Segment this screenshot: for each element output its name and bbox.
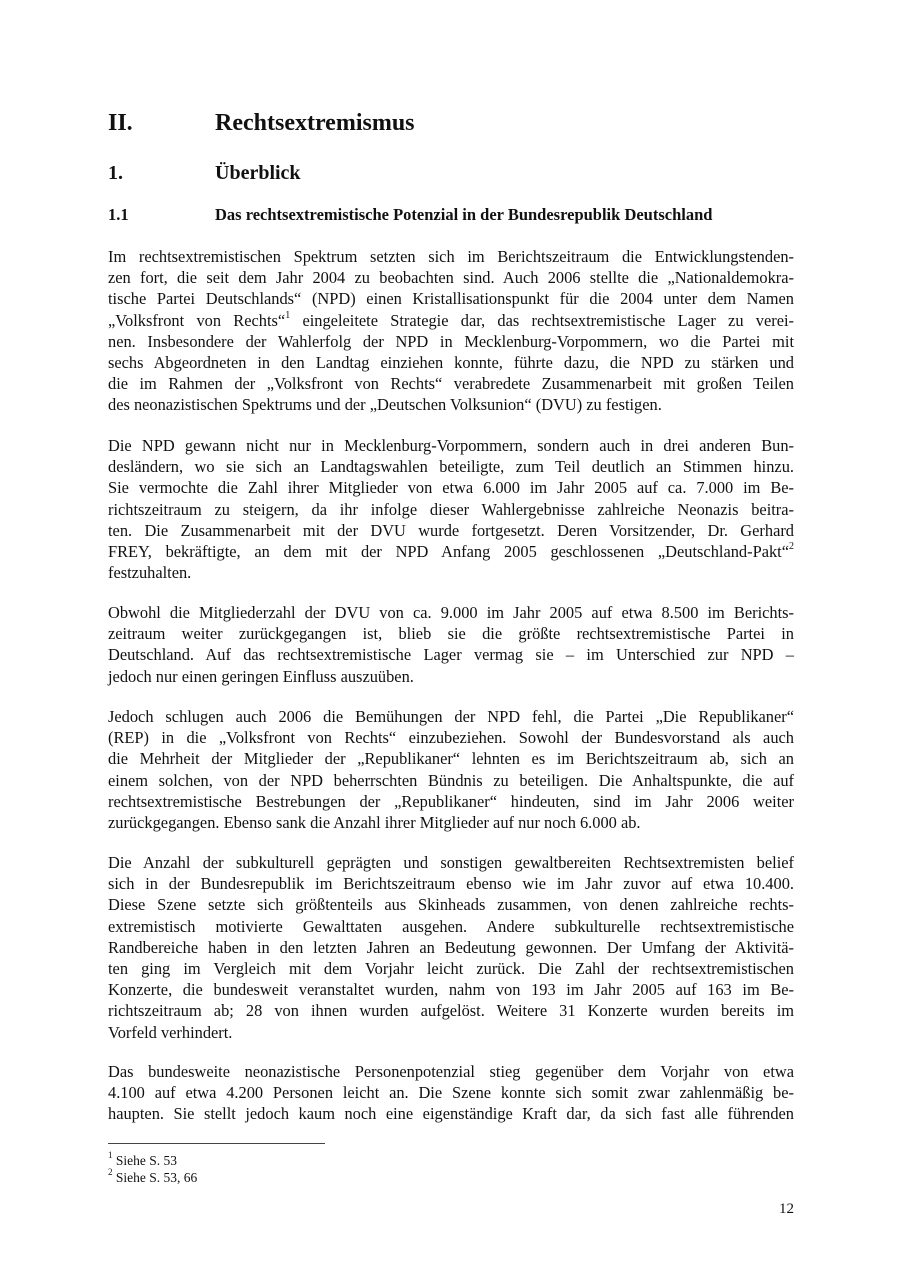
text-line: zen fort, die seit dem Jahr 2004 zu beobachten sind. Auch 2006 stellte die „Nationaldemokra- [108, 268, 794, 288]
text-line: Das bundesweite neonazistische Personenpotenzial stieg gegenüber dem Vorjahr von etwa [108, 1062, 794, 1081]
paragraph [108, 1061, 794, 1125]
paragraph [108, 602, 794, 687]
text-line: einem solchen, von der NPD beherrschten Bündnis zu beteiligen. Die Anhaltspunkte, die auf [108, 770, 794, 790]
text-line: haupten. Sie stellt jedoch kaum noch eine eigenständige Kraft dar, da sich fast alle führenden [108, 1104, 794, 1124]
text-line: Die Anzahl der subkulturell geprägten und sonstigen gewaltbereiten Rechtsextremisten belief [108, 853, 794, 872]
text-line: sechs Abgeordneten in den Landtag einziehen konnte, führte dazu, die NPD zu stärken und [108, 352, 794, 372]
footnote [108, 1149, 178, 1169]
text-line [108, 541, 794, 562]
text-line: zurückgegangen. Ebenso sank die Anzahl ihrer Mitglieder auf nur noch 6.000 ab. [108, 812, 641, 832]
text-line: richtszeitraum ab; 28 von ihnen wurden aufgelöst. Weitere 31 Konzerte wurden bereits im [108, 1001, 794, 1021]
text-run: FREY, bekräftigte, an dem mit der NPD Anfang 2005 geschlossenen „Deutschland-Pakt“ [108, 541, 789, 561]
paragraph [108, 706, 794, 833]
text-line: 4.100 auf etwa 4.200 Personen leicht an. Die Szene konnte sich somit zwar zahlenmäßig be- [108, 1083, 794, 1103]
text-line: ten ging im Vergleich mit dem Vorjahr leicht zurück. Die Zahl der rechtsextremistischen [108, 958, 794, 978]
text-run: eingeleitete Strategie dar, das rechtsextremistische Lager zu verei- [290, 310, 794, 330]
paragraph [108, 852, 794, 1043]
text-line: die im Rahmen der „Volksfront von Rechts“ verabredete Zusammenarbeit mit großen Teilen [108, 374, 794, 394]
text-line: Im rechtsextremistischen Spektrum setzten sich im Berichtszeitraum die Entwicklungstenden- [108, 247, 794, 266]
heading-title: Rechtsextremismus [215, 110, 415, 136]
text-line: Vorfeld verhindert. [108, 1022, 233, 1042]
footnote-mark: 2 [108, 1166, 113, 1177]
text-line: ten. Die Zusammenarbeit mit der DVU wurde fortgesetzt. Deren Vorsitzender, Dr. Gerhard [108, 520, 794, 540]
heading-number: 1.1 [108, 205, 129, 224]
text-line: (REP) in die „Volksfront von Rechts“ einzubeziehen. Sowohl der Bundesvorstand als auch [108, 728, 794, 748]
heading-number: 1. [108, 162, 123, 184]
text-line: Deutschland. Auf das rechtsextremistische Lager vermag sie – im Unterschied zur NPD – [108, 645, 794, 665]
heading-title: Das rechtsextremistische Potenzial in der Bundesrepublik Deutschland [215, 205, 713, 224]
page-number: 12 [779, 1201, 794, 1217]
text-line: extremistisch motivierte Gewalttaten ausgehen. Andere subkulturelle rechtsextremistische [108, 916, 794, 936]
text-line [108, 310, 794, 331]
text-line: zeitraum weiter zurückgegangen ist, blieb sie die größte rechtsextremistische Partei in [108, 624, 794, 644]
text-run: „Volksfront von Rechts“ [108, 310, 286, 330]
text-line: die Mehrheit der Mitglieder der „Republikaner“ lehnten es im Berichtszeitraum ab, sich an [108, 749, 794, 769]
paragraph [108, 246, 794, 416]
text-line: sich in der Bundesrepublik im Berichtszeitraum ebenso wie im Jahr zuvor auf etwa 10.400. [108, 874, 794, 894]
text-line: richtszeitraum zu steigern, da ihr infolge dieser Wahlergebnisse zahlreiche Neonazis beitra- [108, 499, 794, 519]
heading-number: II. [108, 110, 133, 136]
footnote-text: Siehe S. 53, 66 [112, 1170, 198, 1185]
footnote-ref[interactable]: 1 [285, 310, 291, 322]
footnote [108, 1166, 198, 1186]
text-line: des neonazistischen Spektrums und der „Deutschen Volksunion“ (DVU) zu festigen. [108, 395, 662, 415]
text-line: jedoch nur einen geringen Einfluss auszuüben. [108, 666, 414, 686]
text-line: Sie vermochte die Zahl ihrer Mitglieder von etwa 6.000 im Jahr 2005 auf ca. 7.000 im Be- [108, 478, 794, 498]
heading-title: Überblick [215, 162, 301, 184]
footnote-text: Siehe S. 53 [112, 1153, 178, 1168]
paragraph [108, 435, 794, 583]
text-line: nen. Insbesondere der Wahlerfolg der NPD in Mecklenburg-Vorpommern, wo die Partei mit [108, 331, 794, 351]
text-line: festzuhalten. [108, 563, 192, 583]
text-line: Randbereiche haben in den letzten Jahren an Bedeutung gewonnen. Der Umfang der Aktivitä- [108, 937, 794, 957]
footnote-ref[interactable]: 2 [789, 541, 794, 553]
text-line: rechtsextremistische Bestrebungen der „Republikaner“ hindeuten, sind im Jahr 2006 weiter [108, 791, 794, 811]
footnote-divider [108, 1143, 325, 1144]
text-line: desländern, wo sie sich an Landtagswahlen beteiligte, zum Teil deutlich an Stimmen hinzu. [108, 457, 794, 477]
text-line: Die NPD gewann nicht nur in Mecklenburg-Vorpommern, sondern auch in drei anderen Bun- [108, 436, 794, 455]
text-line: Obwohl die Mitgliederzahl der DVU von ca. 9.000 im Jahr 2005 auf etwa 8.500 im Berichts- [108, 603, 794, 622]
text-line: Jedoch schlugen auch 2006 die Bemühungen der NPD fehl, die Partei „Die Republikaner“ [108, 707, 794, 726]
footnote-mark: 1 [108, 1149, 113, 1160]
text-line: Konzerte, die bundesweit veranstaltet wurden, nahm von 193 im Jahr 2005 auf 163 im Be- [108, 980, 794, 1000]
text-line: tische Partei Deutschlands“ (NPD) einen Kristallisationspunkt für die 2004 unter dem Namen [108, 289, 794, 309]
text-line: Diese Szene setzte sich größtenteils aus Skinheads zusammen, von denen zahlreiche rechts- [108, 895, 794, 915]
